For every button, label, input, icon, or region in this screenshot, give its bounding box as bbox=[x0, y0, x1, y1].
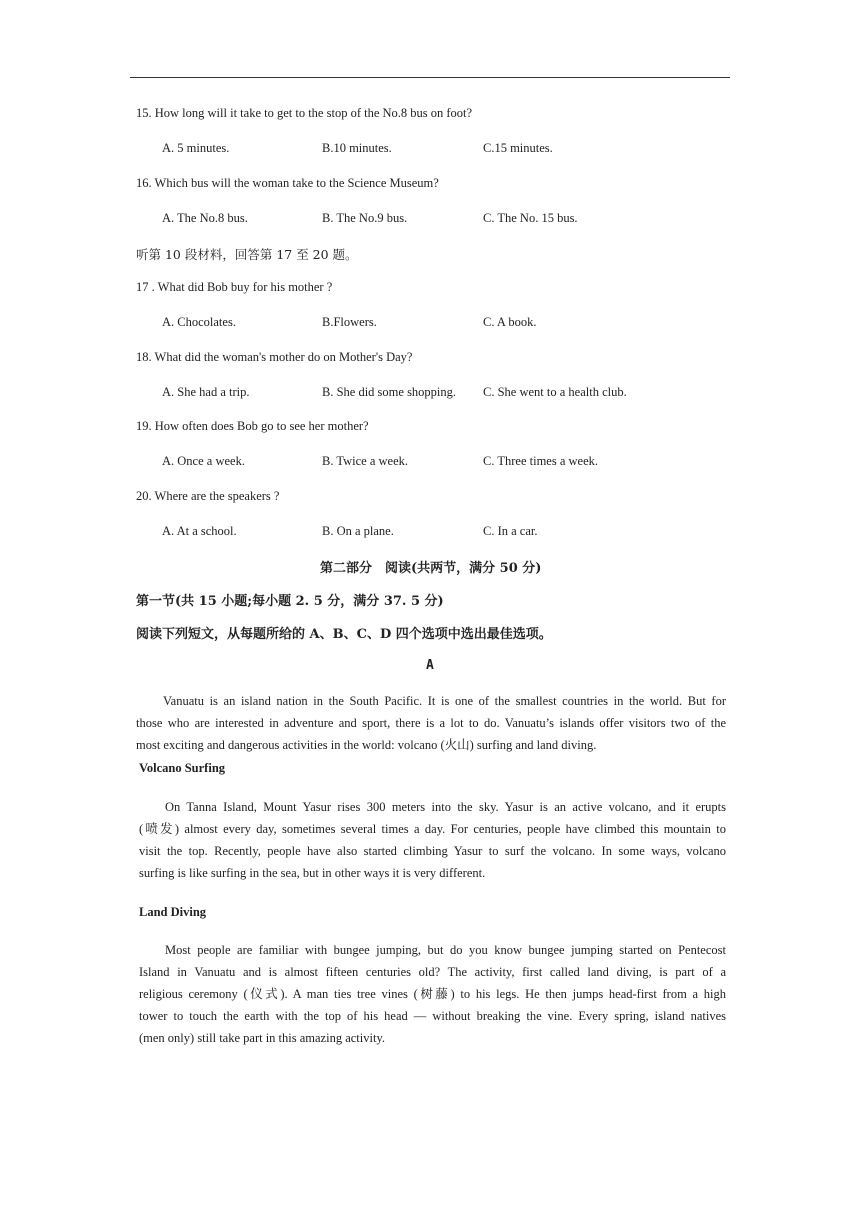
paragraph-line: Vanuatu is an island nation in the South Pacific. It is one of the smallest countries in the world. But for bbox=[163, 694, 726, 708]
q19-option-a: A. Once a week. bbox=[162, 454, 245, 468]
q17-option-a: A. Chocolates. bbox=[162, 315, 236, 329]
q18-option-a: A. She had a trip. bbox=[162, 385, 250, 399]
volcano-surfing-heading: Volcano Surfing bbox=[139, 761, 226, 775]
q17-option-c: C. A book. bbox=[483, 315, 537, 329]
passage-intro-paragraph bbox=[136, 690, 726, 756]
q20-option-c: C. In a car. bbox=[483, 524, 538, 538]
section-one-title: 第一节(共 15 小题;每小题 2. 5 分，满分 37. 5 分) bbox=[136, 594, 444, 609]
passage-label: A bbox=[426, 658, 434, 673]
paragraph-line: (men only) still take part in this amazing activity. bbox=[139, 1031, 386, 1045]
question-17: 17 . What did Bob buy for his mother ? bbox=[136, 280, 333, 294]
paragraph-line: visit the top. Recently, people have also started climbing Yasur to surf the volcano. In some ways, volcano bbox=[139, 844, 726, 858]
q19-option-b: B. Twice a week. bbox=[322, 454, 409, 468]
paragraph-line: most exciting and dangerous activities in the world: volcano (火山) surfing and land diving. bbox=[136, 738, 597, 752]
reading-instruction: 阅读下列短文，从每题所给的 A、B、C、D 四个选项中选出最佳选项。 bbox=[136, 627, 552, 642]
q20-option-a: A. At a school. bbox=[162, 524, 237, 538]
q17-option-b: B.Flowers. bbox=[322, 315, 377, 329]
q15-option-b: B.10 minutes. bbox=[322, 141, 392, 155]
question-20: 20. Where are the speakers ? bbox=[136, 489, 280, 503]
land-diving-paragraph bbox=[139, 939, 726, 1049]
q18-option-c: C. She went to a health club. bbox=[483, 385, 627, 399]
listening-material-10-intro: 听第 10 段材料，回答第 17 至 20 题。 bbox=[136, 247, 358, 262]
q19-option-c: C. Three times a week. bbox=[483, 454, 599, 468]
paragraph-line: Most people are familiar with bungee jumping, but do you know bungee jumping started on Pentecost bbox=[165, 943, 726, 957]
question-18: 18. What did the woman's mother do on Mother's Day? bbox=[136, 350, 413, 364]
paragraph-line: (喷发) almost every day, sometimes several times a day. For centuries, people have climbed this mountain to bbox=[139, 822, 726, 836]
paragraph-line: those who are interested in adventure and sport, there is a lot to do. Vanuatu’s islands offer visitors two of the bbox=[136, 716, 726, 730]
question-16: 16. Which bus will the woman take to the Science Museum? bbox=[136, 176, 439, 190]
q16-option-b: B. The No.9 bus. bbox=[322, 211, 408, 225]
paragraph-line: surfing is like surfing in the sea, but in other ways it is very different. bbox=[139, 866, 486, 880]
paragraph-line: religious ceremony (仪式). A man ties tree vines (树藤) to his legs. He then jumps head-first from a high bbox=[139, 987, 726, 1001]
question-15: 15. How long will it take to get to the stop of the No.8 bus on foot? bbox=[136, 106, 473, 120]
paragraph-line: Island in Vanuatu and is almost fifteen centuries old? The activity, first called land diving, is part of a bbox=[139, 965, 726, 979]
q15-option-a: A. 5 minutes. bbox=[162, 141, 230, 155]
q15-option-c: C.15 minutes. bbox=[483, 141, 553, 155]
q20-option-b: B. On a plane. bbox=[322, 524, 394, 538]
land-diving-heading: Land Diving bbox=[139, 905, 207, 919]
paragraph-line: On Tanna Island, Mount Yasur rises 300 meters into the sky. Yasur is an active volcano, and it erupts bbox=[165, 800, 726, 814]
part-two-title: 第二部分 阅读(共两节，满分 50 分) bbox=[320, 561, 542, 576]
header-rule bbox=[130, 77, 730, 78]
question-19: 19. How often does Bob go to see her mother? bbox=[136, 419, 369, 433]
q16-option-a: A. The No.8 bus. bbox=[162, 211, 248, 225]
paragraph-line: tower to touch the earth with the top of his head — without breaking the vine. Every spring, island natives bbox=[139, 1009, 726, 1023]
q16-option-c: C. The No. 15 bus. bbox=[483, 211, 578, 225]
q18-option-b: B. She did some shopping. bbox=[322, 385, 457, 399]
volcano-paragraph bbox=[139, 796, 726, 884]
